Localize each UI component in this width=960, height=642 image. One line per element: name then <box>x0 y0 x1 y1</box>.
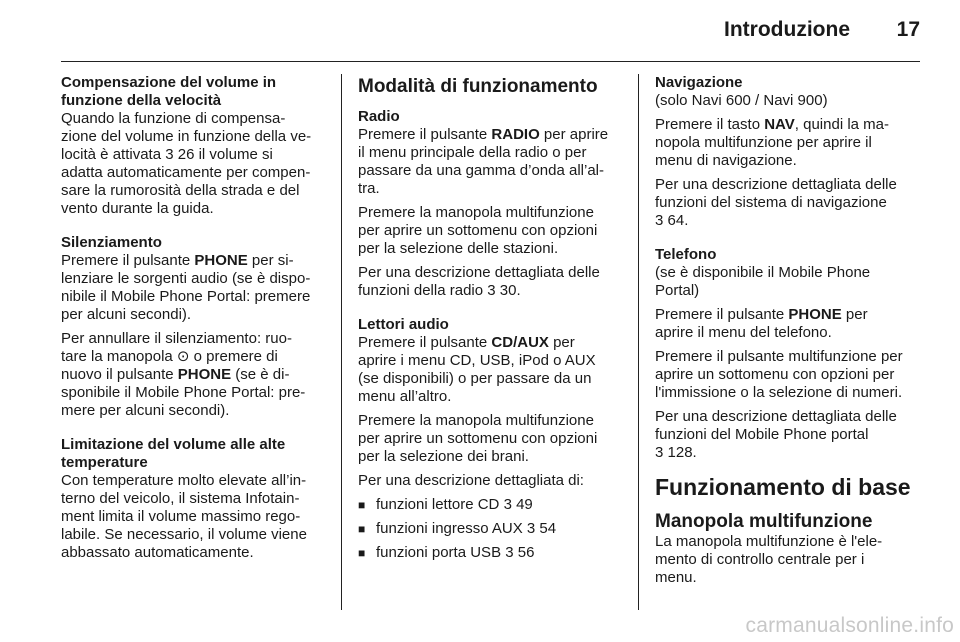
section-heading-operating-modes: Modalità di funzionamento <box>358 76 598 97</box>
paragraph: Premere la manopola multifunzione per aprire un sottomenu con opzioni per la selezione dei brani. <box>358 412 598 465</box>
paragraph: Per una descrizione dettagliata delle funzioni del Mobile Phone portal 3 128. <box>655 408 897 461</box>
subsection-title-radio: Radio <box>358 108 400 125</box>
column-divider-1 <box>341 74 342 610</box>
list-item: ■ funzioni lettore CD 3 49 <box>358 496 533 513</box>
page-ref-icon: 3 <box>503 496 512 513</box>
watermark: carmanualsonline.info <box>745 614 954 637</box>
list-item: ■ funzioni porta USB 3 56 <box>358 544 535 561</box>
paragraph: Premere il pulsante PHONE per si- lenziare le sorgenti audio (se è dispo- nibile il Mobile Phone Portal: premere per alcuni secondi). <box>61 252 311 323</box>
paragraph: Premere il pulsante PHONE per aprire il menu del telefono. <box>655 306 868 341</box>
paragraph: Premere il tasto NAV, quindi la ma- nopola multifunzione per aprire il menu di navigazione. <box>655 116 889 169</box>
paragraph: Con temperature molto elevate all’in- terno del veicolo, il sistema Infotain- ment limita il volume massimo rego- labile. Se necessario, il volume viene abbassato automaticamente. <box>61 472 307 561</box>
page-ref-icon: 3 <box>526 520 536 537</box>
paragraph: Premere il pulsante CD/AUX per aprire i menu CD, USB, iPod o AUX (se disponibili) o per passare da un menu all’altro. <box>358 334 596 405</box>
paragraph: Premere il pulsante RADIO per aprire il menu principale della radio o per passare da una gamma d’onda all’al- tra. <box>358 126 609 197</box>
page-ref-icon: 3 <box>505 544 514 561</box>
bullet-icon: ■ <box>358 522 366 536</box>
section-title-temperature-limit: Limitazione del volume alle alte temperature <box>61 436 286 471</box>
subsection-heading-multifunction-knob: Manopola multifunzione <box>655 511 873 532</box>
column-divider-2 <box>638 74 639 610</box>
bullet-list <box>358 496 623 562</box>
paragraph: (se è disponibile il Mobile Phone Portal) <box>655 264 871 299</box>
page-ref-icon: 3 <box>655 444 664 461</box>
header-divider <box>61 61 920 62</box>
bullet-icon: ■ <box>358 546 366 560</box>
paragraph: Per una descrizione dettagliata di: <box>358 472 584 489</box>
paragraph: (solo Navi 600 / Navi 900) <box>655 92 828 109</box>
paragraph: Per una descrizione dettagliata delle funzioni della radio 3 30. <box>358 264 600 299</box>
paragraph: Premere la manopola multifunzione per aprire un sottomenu con opzioni per la selezione delle stazioni. <box>358 204 598 257</box>
subsection-title-navigation: Navigazione <box>655 74 743 91</box>
page-title: Introduzione <box>724 18 850 41</box>
page-ref-icon: 3 <box>487 282 496 299</box>
paragraph: Premere il pulsante multifunzione per aprire un sottomenu con opzioni per l'immissione o la selezione di numeri. <box>655 348 903 401</box>
knob-icon: ⊙ <box>176 348 190 365</box>
subsection-title-phone: Telefono <box>655 246 717 263</box>
paragraph: Quando la funzione di compensa- zione del volume in funzione della ve- locità è attivata 3 26 il volume si adatta automaticamente per compen- sare la rumorosità della strada e del vento durante la guida. <box>61 110 312 217</box>
section-heading-basic-operation: Funzionamento di base <box>655 474 911 500</box>
column-2 <box>358 74 623 612</box>
column-1 <box>61 74 326 612</box>
paragraph: La manopola multifunzione è l'ele- mento di controllo centrale per i menu. <box>655 533 883 586</box>
list-item: ■ funzioni ingresso AUX 3 54 <box>358 520 557 537</box>
column-3 <box>655 74 920 612</box>
subsection-title-audio-players: Lettori audio <box>358 316 449 333</box>
page-number: 17 <box>896 18 920 41</box>
section-title-volume-compensation: Compensazione del volume in funzione della velocità <box>61 74 277 109</box>
paragraph: Per una descrizione dettagliata delle funzioni del sistema di navigazione 3 64. <box>655 176 897 229</box>
bullet-icon: ■ <box>358 498 366 512</box>
paragraph: Per annullare il silenziamento: ruo- tare la manopola ⊙ o premere di nuovo il pulsante PHONE (se è di- sponibile il Mobile Phone Portal: pre- mere per alcuni secondi). <box>61 330 306 419</box>
section-title-mute: Silenziamento <box>61 234 162 251</box>
page-ref-icon: 3 <box>165 146 174 163</box>
page-ref-icon: 3 <box>655 212 664 229</box>
